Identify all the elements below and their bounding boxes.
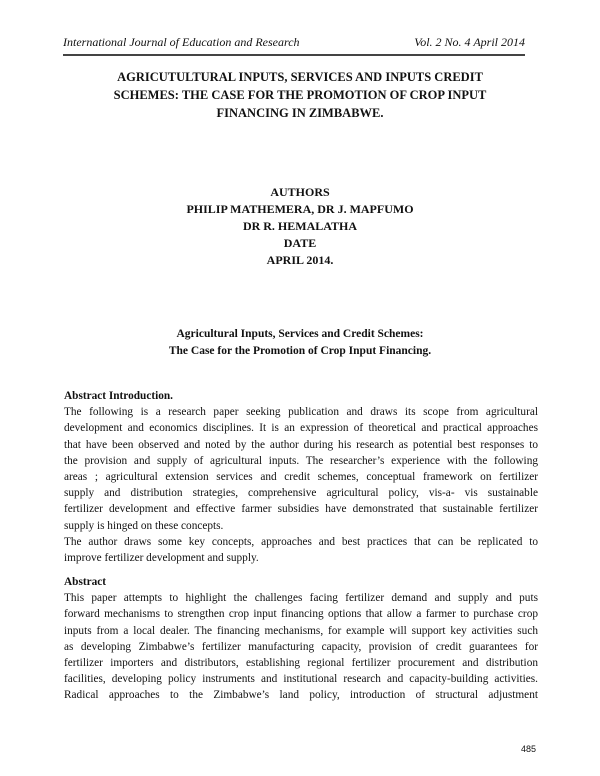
- paragraph-line: that have been observed and noted by the author during his research as potential best responses to: [64, 438, 538, 451]
- journal-name: International Journal of Education and Research: [63, 35, 300, 49]
- volume-info: Vol. 2 No. 4 April 2014: [414, 35, 525, 49]
- date-value: APRIL 2014.: [266, 253, 334, 267]
- author-names: DR R. HEMALATHA: [242, 219, 358, 233]
- title-line: SCHEMES: THE CASE FOR THE PROMOTION OF CROP INPUT: [113, 88, 487, 102]
- authors-block: [60, 184, 540, 269]
- paragraph-line: This paper attempts to highlight the challenges facing fertilizer demand and supply and puts: [64, 592, 538, 605]
- paragraph-line: The author draws some key concepts, approaches and best practices that can be replicated to: [64, 535, 538, 548]
- subtitle-line: The Case for the Promotion of Crop Input Financing.: [168, 345, 432, 357]
- paragraph-line: development and economics disciplines. It is an expression of theoretical and practical approaches: [64, 422, 538, 435]
- paragraph-line: as developing Zimbabwe’s fertilizer manufacturing capacity, provision of credit guarantees for: [64, 640, 538, 653]
- author-names: PHILIP MATHEMERA, DR J. MAPFUMO: [186, 202, 414, 216]
- paragraph-line: areas ; agricultural extension services and credit schemes, conceptual framework on fertilizer: [64, 471, 538, 484]
- authors-heading: AUTHORS: [270, 185, 330, 199]
- paragraph-line: forward mechanisms to strengthen crop input financing options that allow a farmer to purchase crop: [64, 608, 538, 621]
- paragraph-line: The following is a research paper seeking publication and draws its scope from agricultural: [64, 406, 538, 419]
- page-number: 485: [520, 744, 536, 754]
- title-line: AGRICUTULTURAL INPUTS, SERVICES AND INPUTS CREDIT: [117, 70, 483, 84]
- abstract-introduction-section: [64, 388, 538, 566]
- paragraph-line: inputs from a local dealer. The financing mechanisms, for example will support key activities such: [64, 624, 538, 637]
- section-heading: Abstract: [64, 576, 107, 588]
- paragraph-line: the provision and supply of agricultural inputs. The researcher’s experience with the following: [64, 454, 538, 467]
- paragraph-line: improve fertilizer development and supply.: [64, 552, 259, 565]
- date-label: DATE: [283, 236, 317, 250]
- title-line: FINANCING IN ZIMBABWE.: [216, 106, 384, 120]
- paper-title: [60, 68, 540, 122]
- subtitle-line: Agricultural Inputs, Services and Credit Schemes:: [176, 328, 424, 340]
- paragraph-line: facilities, developing policy instruments and institutional research and capacity-building activities.: [64, 673, 538, 686]
- running-header: [63, 35, 525, 56]
- paragraph-line: supply is hinged on these concepts.: [64, 519, 224, 532]
- paragraph-line: fertilizer development and effective farmer subsidies have demonstrated that sustainable fertilizer: [64, 503, 538, 516]
- paragraph-line: Radical approaches to the Zimbabwe’s land policy, introduction of structural adjustment: [64, 689, 538, 702]
- paper-subtitle: [60, 326, 540, 360]
- abstract-section: [64, 574, 538, 704]
- section-heading: Abstract Introduction.: [64, 390, 173, 402]
- paragraph-line: supply and distribution strategies, comprehensive agricultural policy, vis-a- vis sustainable: [64, 487, 538, 500]
- paragraph-line: fertilizer importers and distributors, establishing regional fertilizer procurement and distribution: [64, 657, 538, 670]
